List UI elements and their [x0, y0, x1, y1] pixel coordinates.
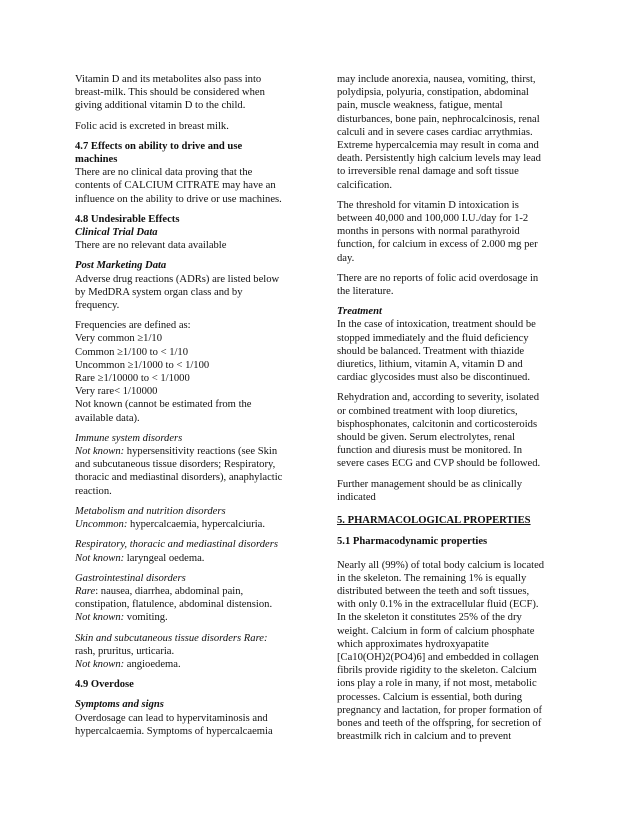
folic-overdose-paragraph: There are no reports of folic acid overdosage in the literature.: [337, 272, 539, 298]
right-column: [337, 73, 565, 750]
section-5-1-heading: 5.1 Pharmacodynamic properties: [337, 536, 488, 548]
immune-disorders: Immune system disorders Not known: hypersensitivity reactions (see Skin and subcutaneous tissue disorders; Respiratory, thoracic and mediastinal disorders), anaphylactic reaction.: [75, 432, 283, 497]
drive-paragraph: There are no clinical data proving that the contents of CALCIUM CITRATE may have an influence on the ability to drive or use machines.: [75, 167, 282, 205]
overdose-paragraph: Overdosage can lead to hypervitaminosis and hypercalcaemia. Symptoms of hypercalcaemia: [75, 712, 273, 737]
management-paragraph: Further management should be as clinically indicated: [337, 478, 523, 503]
section-4-9-heading: 4.9 Overdose: [75, 679, 134, 691]
folic-acid-paragraph: Folic acid is excreted in breast milk.: [75, 120, 229, 132]
symptoms-heading: Symptoms and signs: [75, 699, 164, 711]
metabolism-disorders: Metabolism and nutrition disorders Uncommon: hypercalcaemia, hypercalciuria.: [75, 505, 266, 531]
threshold-paragraph: The threshold for vitamin D intoxication is between 40,000 and 100,000 I.U./day for 1-2 months in persons with normal parathyroid function, for calcium in excess of 2.000 mg per day.: [337, 199, 538, 264]
breastmilk-paragraph: Vitamin D and its metabolites also pass into breast-milk. This should be considered when giving additional vitamin D to the child.: [75, 74, 265, 112]
rehydration-paragraph: Rehydration and, according to severity, isolated or combined treatment with loop diuretics, bisphosphonates, calcitonin and corticosteroids should be given. Serum electrolytes, renal function and diuresis must be monitored. In severe cases ECG and CVP should be followed.: [337, 392, 541, 470]
adr-paragraph: Adverse drug reactions (ADRs) are listed below by MedDRA system organ class and by frequency.: [75, 273, 280, 312]
skin-disorders: Skin and subcutaneous tissue disorders Rare: rash, pruritus, urticaria. Not known: angioedema.: [75, 632, 268, 670]
left-column: [75, 73, 303, 745]
treatment-heading: Treatment: [337, 306, 382, 318]
frequency-list: Frequencies are defined as: Very common ≥1/10 Common ≥1/100 to < 1/10 Uncommon ≥1/1000 to < 1/100 Rare ≥1/10000 to < 1/1000 Very rare< 1/10000 Not known (cannot be estimated from the available data).: [75, 320, 252, 424]
section-4-8-heading: 4.8 Undesirable Effects: [75, 213, 180, 225]
section-5-heading: 5. PHARMACOLOGICAL PROPERTIES: [337, 515, 531, 527]
clinical-trial-paragraph: There are no relevant data available: [75, 240, 227, 252]
section-4-7-heading: 4.7 Effects on ability to drive and use machines: [75, 140, 243, 166]
post-marketing-heading: Post Marketing Data: [75, 260, 167, 272]
respiratory-disorders: Respiratory, thoracic and mediastinal disorders Not known: laryngeal oedema.: [75, 539, 278, 564]
treatment-paragraph: In the case of intoxication, treatment should be stopped immediately and the fluid deficiency should be balanced. Treatment with thiazide diuretics, lithium, vitamin A, vitamin D and cardiac glycosides must also be discontinued.: [337, 319, 536, 384]
hypercalcaemia-symptoms: may include anorexia, nausea, vomiting, thirst, polydipsia, polyuria, constipation, abdominal pain, muscle weakness, fatigue, mental disturbances, bone pain, nephrocalcinosis, renal calculi and in severe cases cardiac arrythmias. Extreme hypercalcemia may result in coma and death. Persistently high calcium levels may lead to irreversible renal damage and soft tissue calcification.: [337, 74, 541, 191]
gastrointestinal-disorders: Gastrointestinal disorders Rare: nausea, diarrhea, abdominal pain, constipation, flatulence, abdominal distension. Not known: vomiting.: [75, 572, 273, 624]
pharmacodynamic-paragraph: Nearly all (99%) of total body calcium is located in the skeleton. The remaining 1% is equally distributed between the teeth and soft tissues, with only 0.1% in the extracellular fluid (ECF). In the skeleton it constitutes 25% of the dry weight. Calcium in form of calcium phosphate which approximates hydroxyapatite [Ca10(OH)2(PO4)6] and embedded in collagen fibrils provide rigidity to the skeleton. Calcium ions play a role in many, if not most, metabolic processes. Calcium is essential, both during pregnancy and lactation, for proper formation of bones and teeth of the offspring, for secretion of breastmilk rich in calcium and to prevent: [337, 559, 545, 743]
clinical-trial-heading: Clinical Trial Data: [75, 227, 158, 239]
